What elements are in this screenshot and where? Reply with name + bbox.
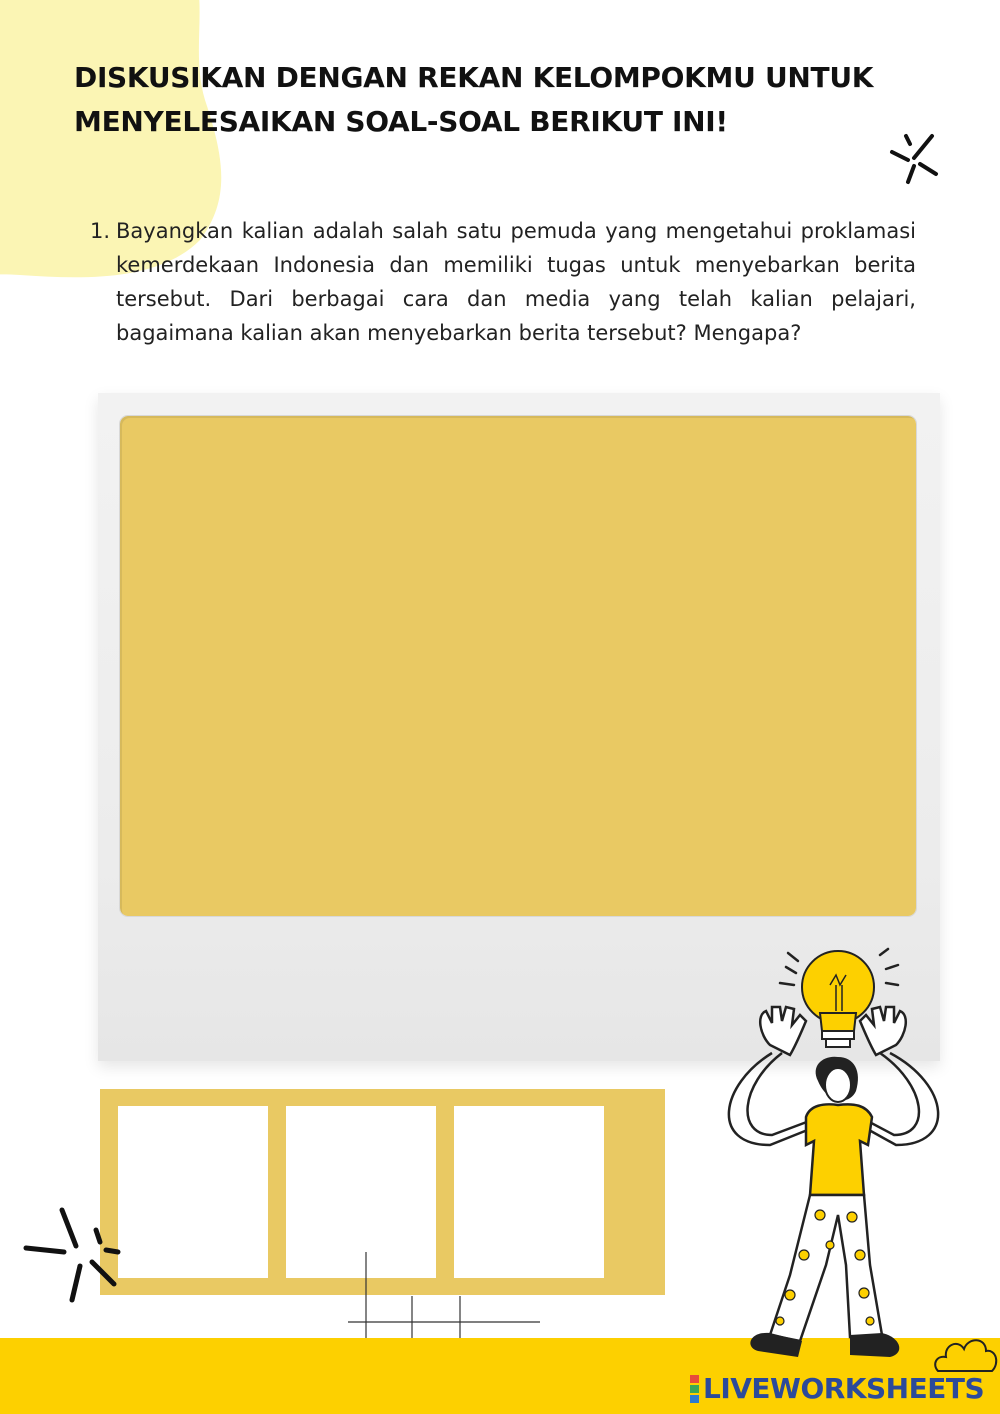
question-1 bbox=[90, 214, 916, 350]
answer-textbox[interactable] bbox=[120, 416, 916, 916]
title-line-2: MENYELESAIKAN SOAL-SOAL BERIKUT INI! bbox=[74, 105, 728, 138]
question-text: Bayangkan kalian adalah salah satu pemuda yang mengetahui proklamasi kemerdekaan Indonesia dan memiliki tugas untuk menyebarkan berita tersebut. Dari berbagai cara dan media yang telah kalian pelajari, bagaimana kalian akan menyebarkan berita tersebut? Mengapa? bbox=[116, 219, 916, 345]
photo-frame-1 bbox=[118, 1106, 268, 1278]
title-line-1: DISKUSIKAN DENGAN REKAN KELOMPOKMU UNTUK bbox=[74, 61, 874, 94]
grid-lines-decoration bbox=[346, 1252, 546, 1342]
woman-illustration bbox=[700, 945, 970, 1375]
page-title bbox=[74, 56, 954, 144]
liveworksheets-logo bbox=[690, 1372, 984, 1405]
sparkle-icon bbox=[22, 1200, 132, 1310]
brand-mark-icon bbox=[690, 1374, 699, 1404]
sparkle-icon bbox=[884, 130, 944, 190]
question-number: 1. bbox=[90, 219, 111, 243]
bulb-icon bbox=[802, 951, 874, 1047]
brand-text: LIVEWORKSHEETS bbox=[703, 1372, 985, 1405]
